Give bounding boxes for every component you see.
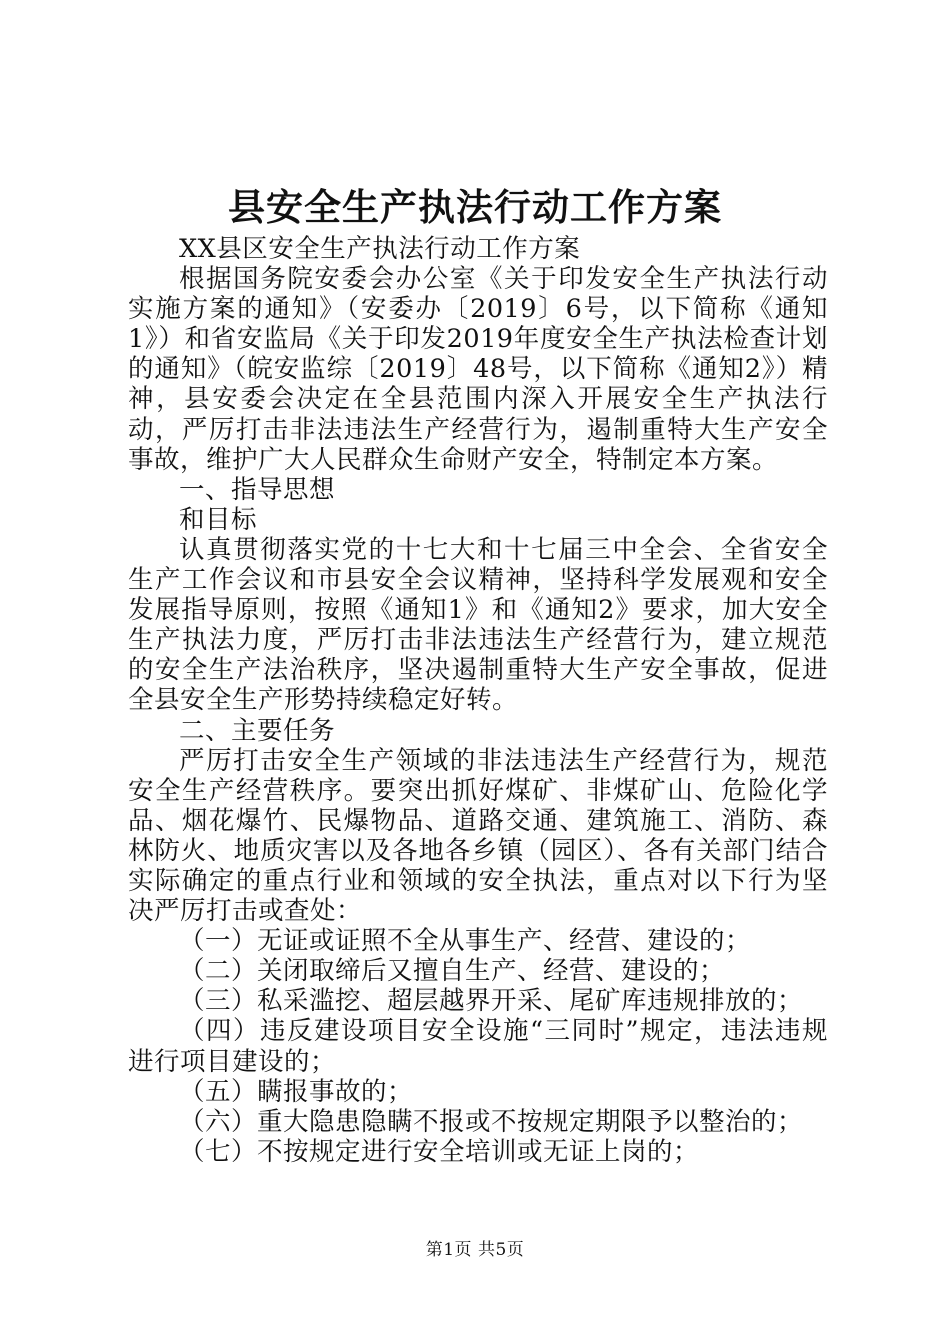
list-item: （四）违反建设项目安全设施“三同时”规定，违法违规进行项目建设的； xyxy=(128,1016,828,1077)
section-heading-main-tasks: 二、主要任务 xyxy=(179,715,336,746)
list-item: （六）重大隐患隐瞒不报或不按规定期限予以整治的； xyxy=(179,1106,804,1137)
section-heading-continued: 和目标 xyxy=(179,504,258,535)
list-item: （五）瞒报事故的； xyxy=(179,1076,414,1107)
section-heading-guiding-thought: 一、指导思想 xyxy=(179,474,336,505)
list-item: （一）无证或证照不全从事生产、经营、建设的； xyxy=(179,926,752,957)
list-item: （三）私采滥挖、超层越界开采、尾矿库违规排放的； xyxy=(179,986,804,1017)
document-body xyxy=(128,234,828,1167)
page-footer: 第1页 共5页 xyxy=(425,1240,525,1260)
document-title: 县安全生产执法行动工作方案 xyxy=(228,186,722,229)
list-item: （二）关闭取缔后又擅自生产、经营、建设的； xyxy=(179,956,726,987)
guiding-paragraph: 认真贯彻落实党的十七大和十七届三中全会、全省安全生产工作会议和市县安全会议精神，坚持科学发展观和安全发展指导原则，按照《通知1》和《通知2》要求，加大安全生产执法力度，严厉打击非法违法生产经营行为，建立规范的安全生产法治秩序，坚决遏制重特大生产安全事故，促进全县安全生产形势持续稳定好转。 xyxy=(128,534,828,716)
intro-paragraph: 根据国务院安委会办公室《关于印发安全生产执法行动实施方案的通知》（安委办〔2019〕6号，以下简称《通知1》）和省安监局《关于印发2019年度安全生产执法检查计划的通知》（皖安监综〔2019〕48号，以下简称《通知2》）精神，县安委会决定在全县范围内深入开展安全生产执法行动，严厉打击非法违法生产经营行为，遏制重特大生产安全事故，维护广大人民群众生命财产安全，特制定本方案。 xyxy=(128,264,828,475)
list-item: （七）不按规定进行安全培训或无证上岗的； xyxy=(179,1136,700,1167)
subtitle-paragraph: XX县区安全生产执法行动工作方案 xyxy=(179,234,581,264)
tasks-paragraph: 严厉打击安全生产领域的非法违法生产经营行为，规范安全生产经营秩序。要突出抓好煤矿、非煤矿山、危险化学品、烟花爆竹、民爆物品、道路交通、建筑施工、消防、森林防火、地质灾害以及各地各乡镇（园区）、各有关部门结合实际确定的重点行业和领域的安全执法，重点对以下行为坚决严厉打击或查处： xyxy=(128,745,828,927)
